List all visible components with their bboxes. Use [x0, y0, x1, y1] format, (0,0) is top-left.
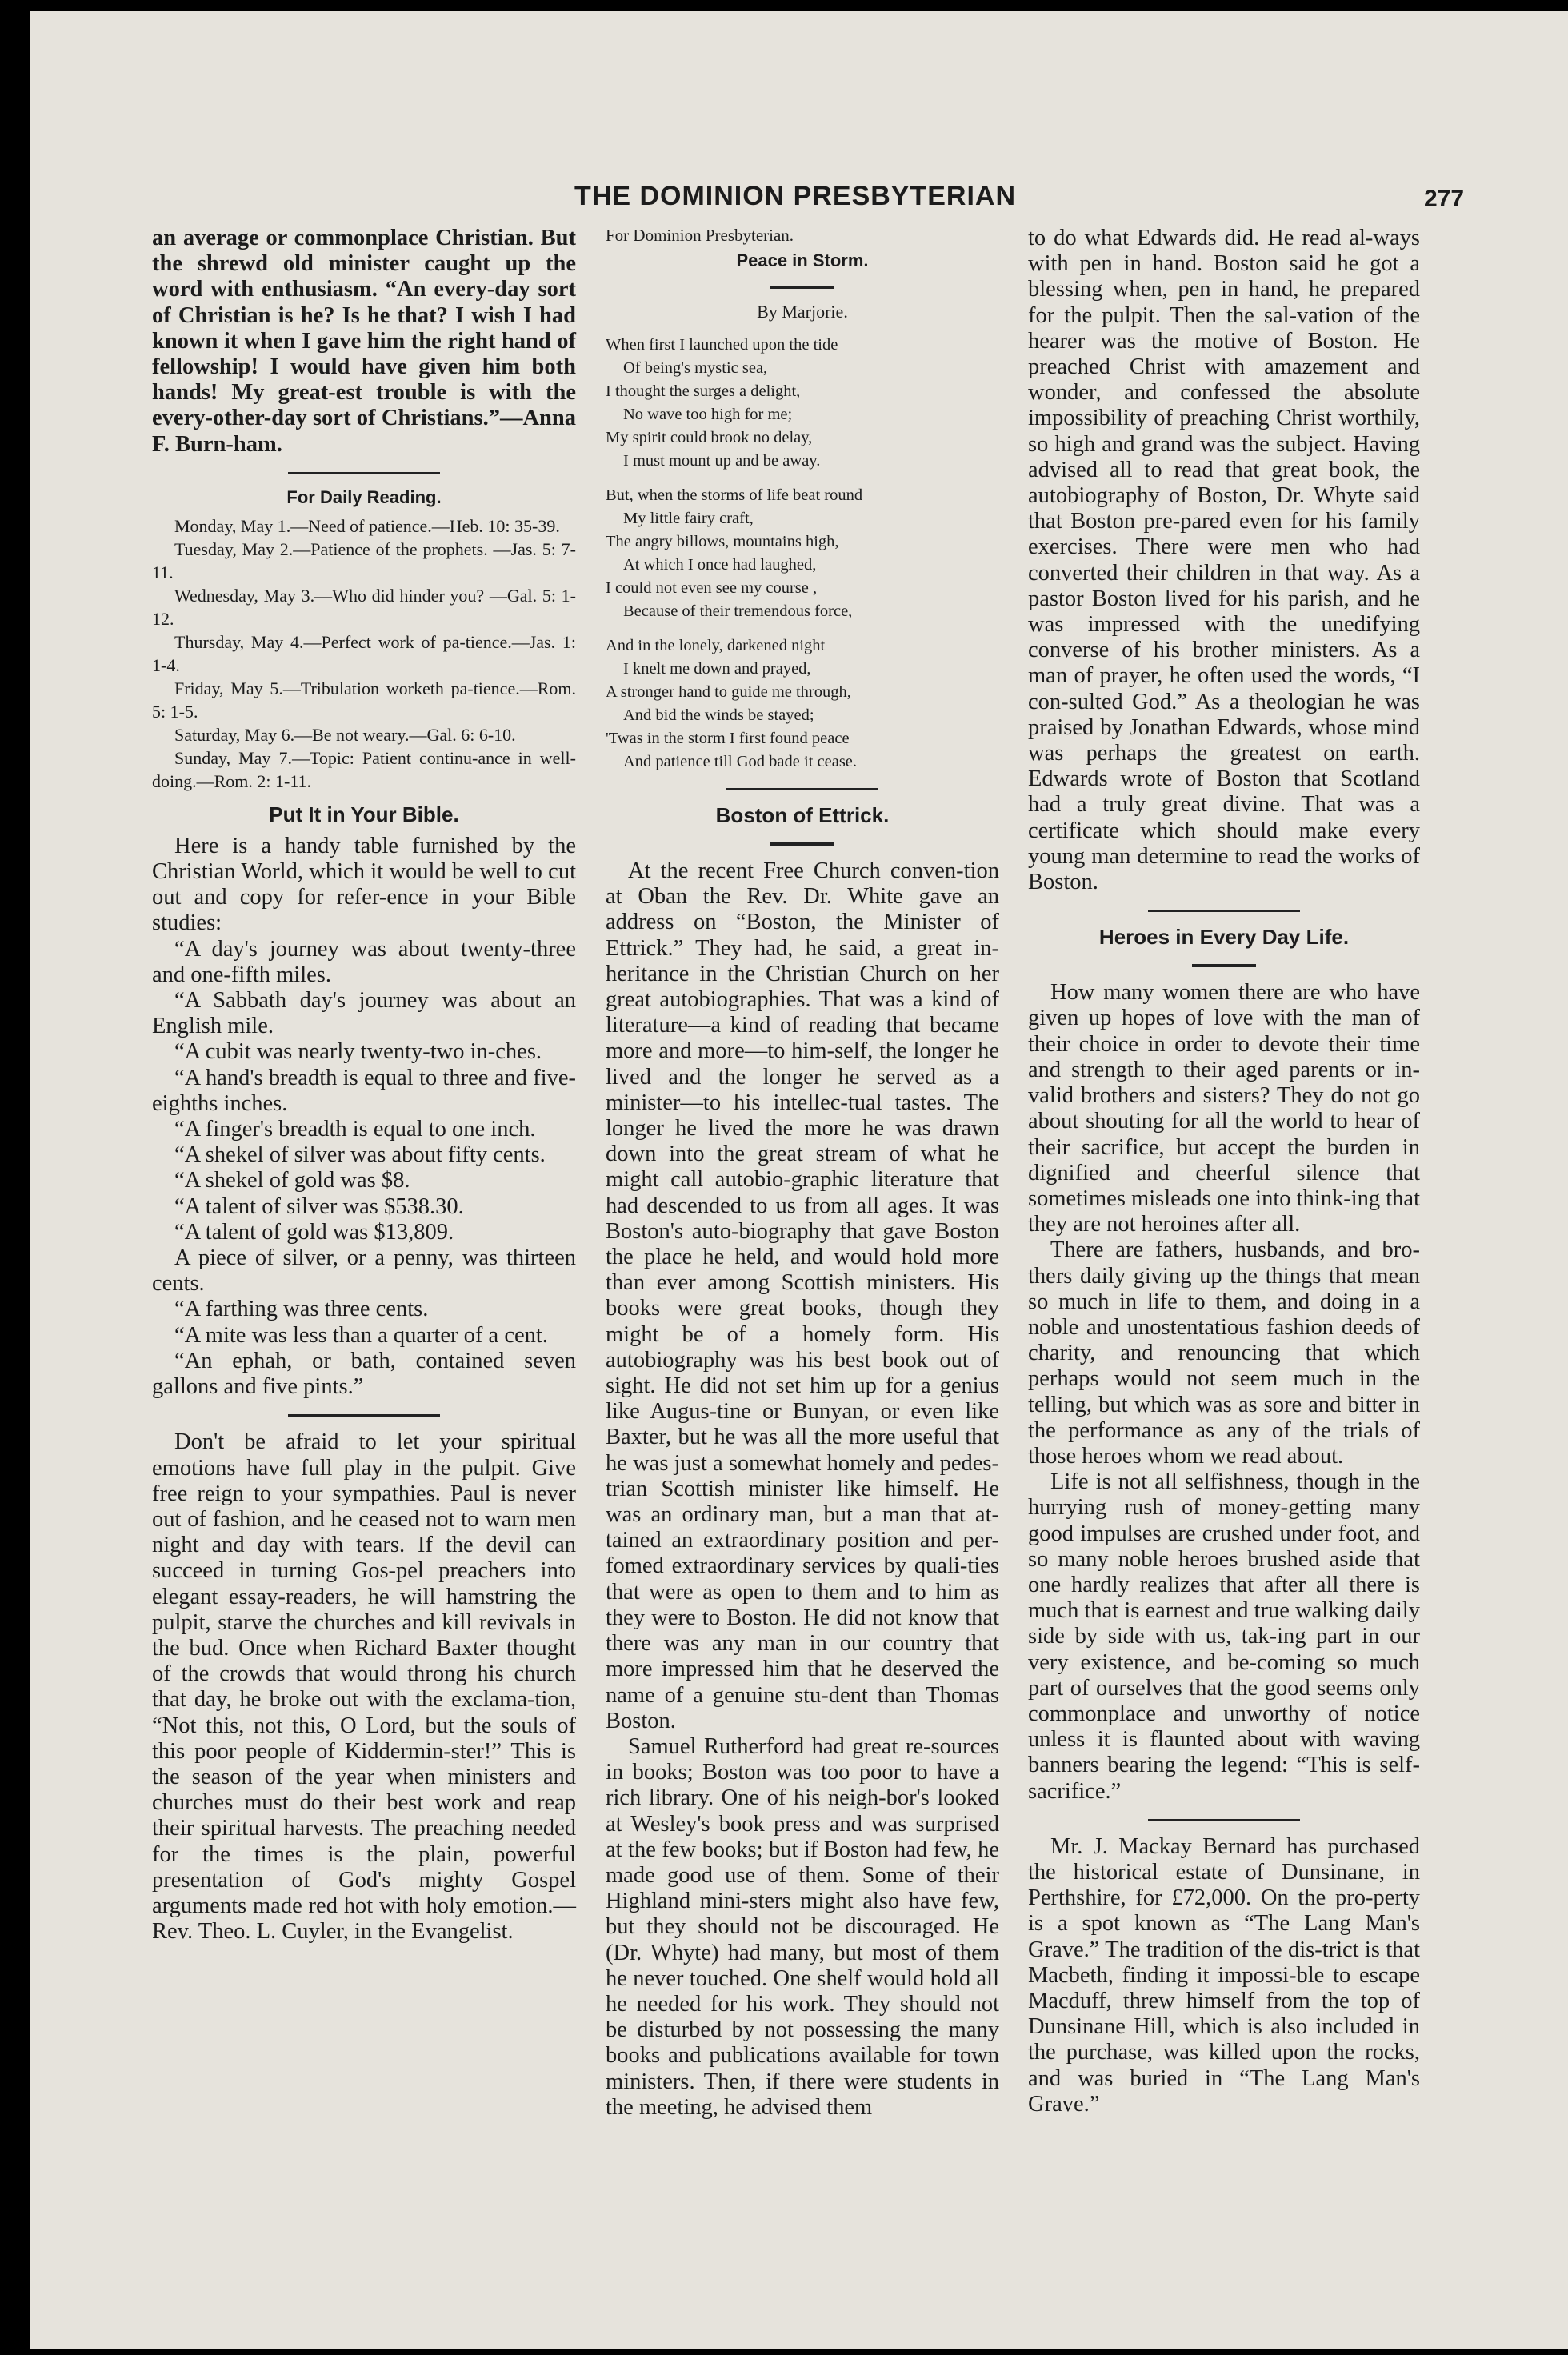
daily-reading-item: Tuesday, May 2.—Patience of the prophets. —Jas. 5: 7-11.: [152, 538, 576, 582]
poem-stanza: [606, 334, 999, 473]
measure-item: “A day's journey was about twenty-three and one-fifth miles.: [152, 936, 576, 987]
verse-line: No wave too high for me;: [623, 406, 793, 423]
bible-intro: Here is a handy table furnished by the Christian World, which it would be well to cut out and copy for refer-ence in your Bible studies:: [152, 833, 576, 936]
boston-paragraph: At the recent Free Church conven-tion at Oban the Rev. Dr. White gave an address on “Boston, the Minister of Ettrick.” They had, he said, a great in-heritance in the Christian Church on her great autobiographies. That was a kind of literature—a kind of reading that became more and more—to him-self, the longer he lived and the longer he served as a minister—to his intellec-tual tastes. The longer he lived the more he was drawn down into the great stream of what he might call autobio-graphic literature that had descended to us from all ages. It was Boston's auto-biography that gave Boston the place he held, and would hold more than ever among Scottish ministers. His books were great books, though they might be of a homely form. His autobiography was his best book out of sight. He did not set him up for a genius like Augus-tine or Bunyan, or even like Baxter, but he was all the more useful that he was just a somewhat homely and pedes-trian Scottish minister like himself. He was an ordinary man, but a man that at-tained an extraordinary position and per-fomed extraordinary services by quali-ties that were as open to them and to him as they were to Boston. He did not know that there was any man in our country that more impressed him that he deserved the name of a genuine stu-dent than Thomas Boston.: [606, 858, 999, 1733]
measure-item: “A cubit was nearly twenty-two in-ches.: [174, 1039, 542, 1065]
bible-heading: Put It in Your Bible.: [269, 802, 459, 826]
measure-item: A piece of silver, or a penny, was thirteen cents.: [152, 1245, 576, 1297]
heroes-paragraph: There are fathers, husbands, and bro-thers daily giving up the things that mean so much in life to them, and doing in a noble and unostentatious fashion deeds of charity, and renouncing that which perhaps would not seem much in the telling, but which was as sore and bitter in the performance as any of the trials of those heroes whom we read about.: [1028, 1237, 1420, 1469]
verse-line: When first I launched upon the tide: [606, 336, 838, 354]
section-divider: [288, 472, 440, 474]
verse-line: Of being's mystic sea,: [623, 359, 768, 377]
burnham-paragraph: an average or commonplace Christian. But the shrewd old minister caught up the word with enthusiasm. “An every-day sort of Christian is he? Is he that? I wish I had known it when I gave him the right hand of fellowship! I would have given him both hands! My great-est trouble is with the every-other-day sort of Christians.”—Anna F. Burn-ham.: [152, 226, 576, 457]
daily-reading-item: Saturday, May 6.—Be not weary.—Gal. 6: 6-10.: [174, 724, 516, 745]
daily-reading-item: Friday, May 5.—Tribulation worketh pa-tience.—Rom. 5: 1-5.: [152, 678, 576, 722]
verse-line: Because of their tremendous force,: [623, 602, 853, 620]
title-rule: [1192, 964, 1256, 967]
page-number: 277: [1424, 186, 1465, 212]
measure-item: “A talent of gold was $13,809.: [174, 1219, 454, 1245]
verse-line: And patience till God bade it cease.: [623, 753, 858, 770]
column-right: [1028, 226, 1420, 2117]
verse-line: My spirit could brook no delay,: [606, 429, 813, 446]
daily-reading-item: Wednesday, May 3.—Who did hinder you? —Gal. 5: 1-12.: [152, 585, 576, 629]
verse-line: 'Twas in the storm I first found peace: [606, 730, 850, 747]
measure-item: “A shekel of silver was about fifty cents.: [174, 1142, 546, 1168]
daily-reading-item: Sunday, May 7.—Topic: Patient continu-ance in well-doing.—Rom. 2: 1-11.: [152, 747, 576, 791]
boston-heading: Boston of Ettrick.: [715, 803, 890, 827]
measure-item: “A farthing was three cents.: [174, 1297, 429, 1322]
section-divider: [1148, 1819, 1300, 1821]
boston-continuation: to do what Edwards did. He read al-ways with pen in hand. Boston said he got a blessing when, pen in hand, he prepared for the pulpit. Then the sal-vation of the hearer was the motive of Boston. He preached Christ with amazement and wonder, and confessed the absolute impossibility of preaching Christ worthily, so high and grand was the subject. Having advised all to read that great book, the autobiography of Boston, Dr. Whyte said that Boston pre-pared even for his family exercises. There were men who had converted their children in that way. As a pastor Boston lived for his parish, and he was impressed with the unedifying converse of his brother ministers. As a man of prayer, he often used the words, “I con-sulted God.” As a theologian he was praised by Jonathan Edwards, whose mind was perhaps the greatest on earth. Edwards wrote of Boston that Scotland had a truly great divine. That was a certificate which should make every young man determine to read the works of Boston.: [1028, 226, 1420, 895]
bible-measures-list: [152, 937, 576, 1401]
verse-line: A stronger hand to guide me through,: [606, 683, 851, 701]
poem-kicker: For Dominion Presbyterian.: [606, 226, 794, 245]
measure-item: “An ephah, or bath, contained seven gallons and five pints.”: [152, 1348, 576, 1400]
poem-stanza: [606, 484, 999, 623]
column-left: [152, 226, 576, 1945]
poem-stanza: [606, 634, 999, 774]
heroes-paragraph: How many women there are who have given up hopes of love with the man of their choice in order to devote their time and strength to their aged parents or in-valid brothers and sisters? They do not go about shouting for all the world to hear of their sacrifice, but accept the burden in dignified and cheerful silence that sometimes misleads one into think-ing that they are not heroines after all.: [1028, 980, 1420, 1237]
section-divider: [1148, 910, 1300, 912]
verse-line: I knelt me down and prayed,: [623, 660, 811, 678]
heroes-paragraph: Life is not all selfishness, though in the hurrying rush of money-getting many good impulses are crushed under foot, and so many noble heroes brushed aside that one hardly realizes that after all there is much that is earnest and true walking daily side by side with us, tak-ing part in our very existence, and be-coming so much part of ourselves that the good seems only commonplace and unworthy of notice unless it is flaunted about with waving banners bearing the legend: “This is self-sacrifice.”: [1028, 1469, 1420, 1804]
daily-reading-item: Monday, May 1.—Need of patience.—Heb. 10: 35-39.: [174, 515, 560, 536]
verse-line: I could not even see my course ,: [606, 579, 818, 597]
measure-item: “A finger's breadth is equal to one inch.: [174, 1117, 536, 1142]
section-divider: [726, 788, 878, 790]
masthead-title: THE DOMINION PRESBYTERIAN: [574, 181, 1017, 211]
measure-item: “A hand's breadth is equal to three and five-eighths inches.: [152, 1065, 576, 1116]
verse-line: And bid the winds be stayed;: [623, 706, 814, 724]
verse-line: I must mount up and be away.: [623, 452, 821, 470]
title-rule: [770, 286, 834, 289]
title-rule: [770, 842, 834, 846]
verse-line: The angry billows, mountains high,: [606, 533, 839, 550]
measure-item: “A mite was less than a quarter of a cent.: [174, 1322, 548, 1348]
boston-paragraph: Samuel Rutherford had great re-sources in books; Boston was too poor to have a rich library. One of his neigh-bor's looked at Wesley's book press and was surprised at the few books; but if Boston had few, he made good use of them. Some of their Highland mini-sters might also have few, but they should not be discouraged. He (Dr. Whyte) had many, but most of them he never touched. One shelf would hold all he needed for his work. They should not be disturbed by not possessing the many books and publications available for town ministers. Then, if there were students in the meeting, he advised them: [606, 1733, 999, 2120]
measure-item: “A shekel of gold was $8.: [174, 1168, 410, 1193]
measure-item: “A talent of silver was $538.30.: [174, 1193, 464, 1219]
daily-reading-item: Thursday, May 4.—Perfect work of pa-tience.—Jas. 1: 1-4.: [152, 631, 576, 675]
dunsinane-paragraph: Mr. J. Mackay Bernard has purchased the historical estate of Dunsinane, in Perthshire, for £72,000. On the pro-perty is a spot known as “The Lang Man's Grave.” The tradition of the dis-trict is that Macbeth, finding it impossi-ble to escape Macduff, threw himself from the top of Dunsinane Hill, which is also included in the purchase, was killed upon the rocks, and was buried in “The Lang Man's Grave.”: [1028, 1833, 1420, 2117]
section-divider: [288, 1414, 440, 1417]
daily-reading-list: [152, 514, 576, 793]
verse-line: My little fairy craft,: [623, 510, 754, 527]
cuyler-paragraph: Don't be afraid to let your spiritual emotions have full play in the pulpit. Give free reign to your sympathies. Paul is never out of fashion, and he ceased not to warn men night and day with tears. If the devil can succeed in turning Gos-pel preachers into elegant essay-readers, he will hamstring the pulpit, starve the churches and kill revivals in the bud. Once when Richard Baxter thought of the crowds that would throng his church that day, he broke out with the exclama-tion, “Not this, not this, O Lord, but the souls of this poor people of Kiddermin-ster!” This is the season of the year when ministers and churches must do their best work and reap their spiritual harvests. The preaching needed for the times is the plain, powerful presentation of God's mighty Gospel arguments made red hot with holy emotion.—Rev. Theo. L. Cuyler, in the Evangelist.: [152, 1429, 576, 1945]
daily-reading-heading: For Daily Reading.: [286, 486, 442, 507]
verse-line: But, when the storms of life beat round: [606, 486, 863, 504]
measure-item: “A Sabbath day's journey was about an English mile.: [152, 988, 576, 1039]
verse-line: I thought the surges a delight,: [606, 382, 801, 400]
verse-line: At which I once had laughed,: [623, 556, 817, 574]
poem-byline: By Marjorie.: [757, 302, 848, 322]
poem-title: Peace in Storm.: [736, 250, 869, 270]
column-middle: [606, 226, 999, 2121]
verse-line: And in the lonely, darkened night: [606, 637, 826, 654]
heroes-heading: Heroes in Every Day Life.: [1098, 925, 1350, 950]
